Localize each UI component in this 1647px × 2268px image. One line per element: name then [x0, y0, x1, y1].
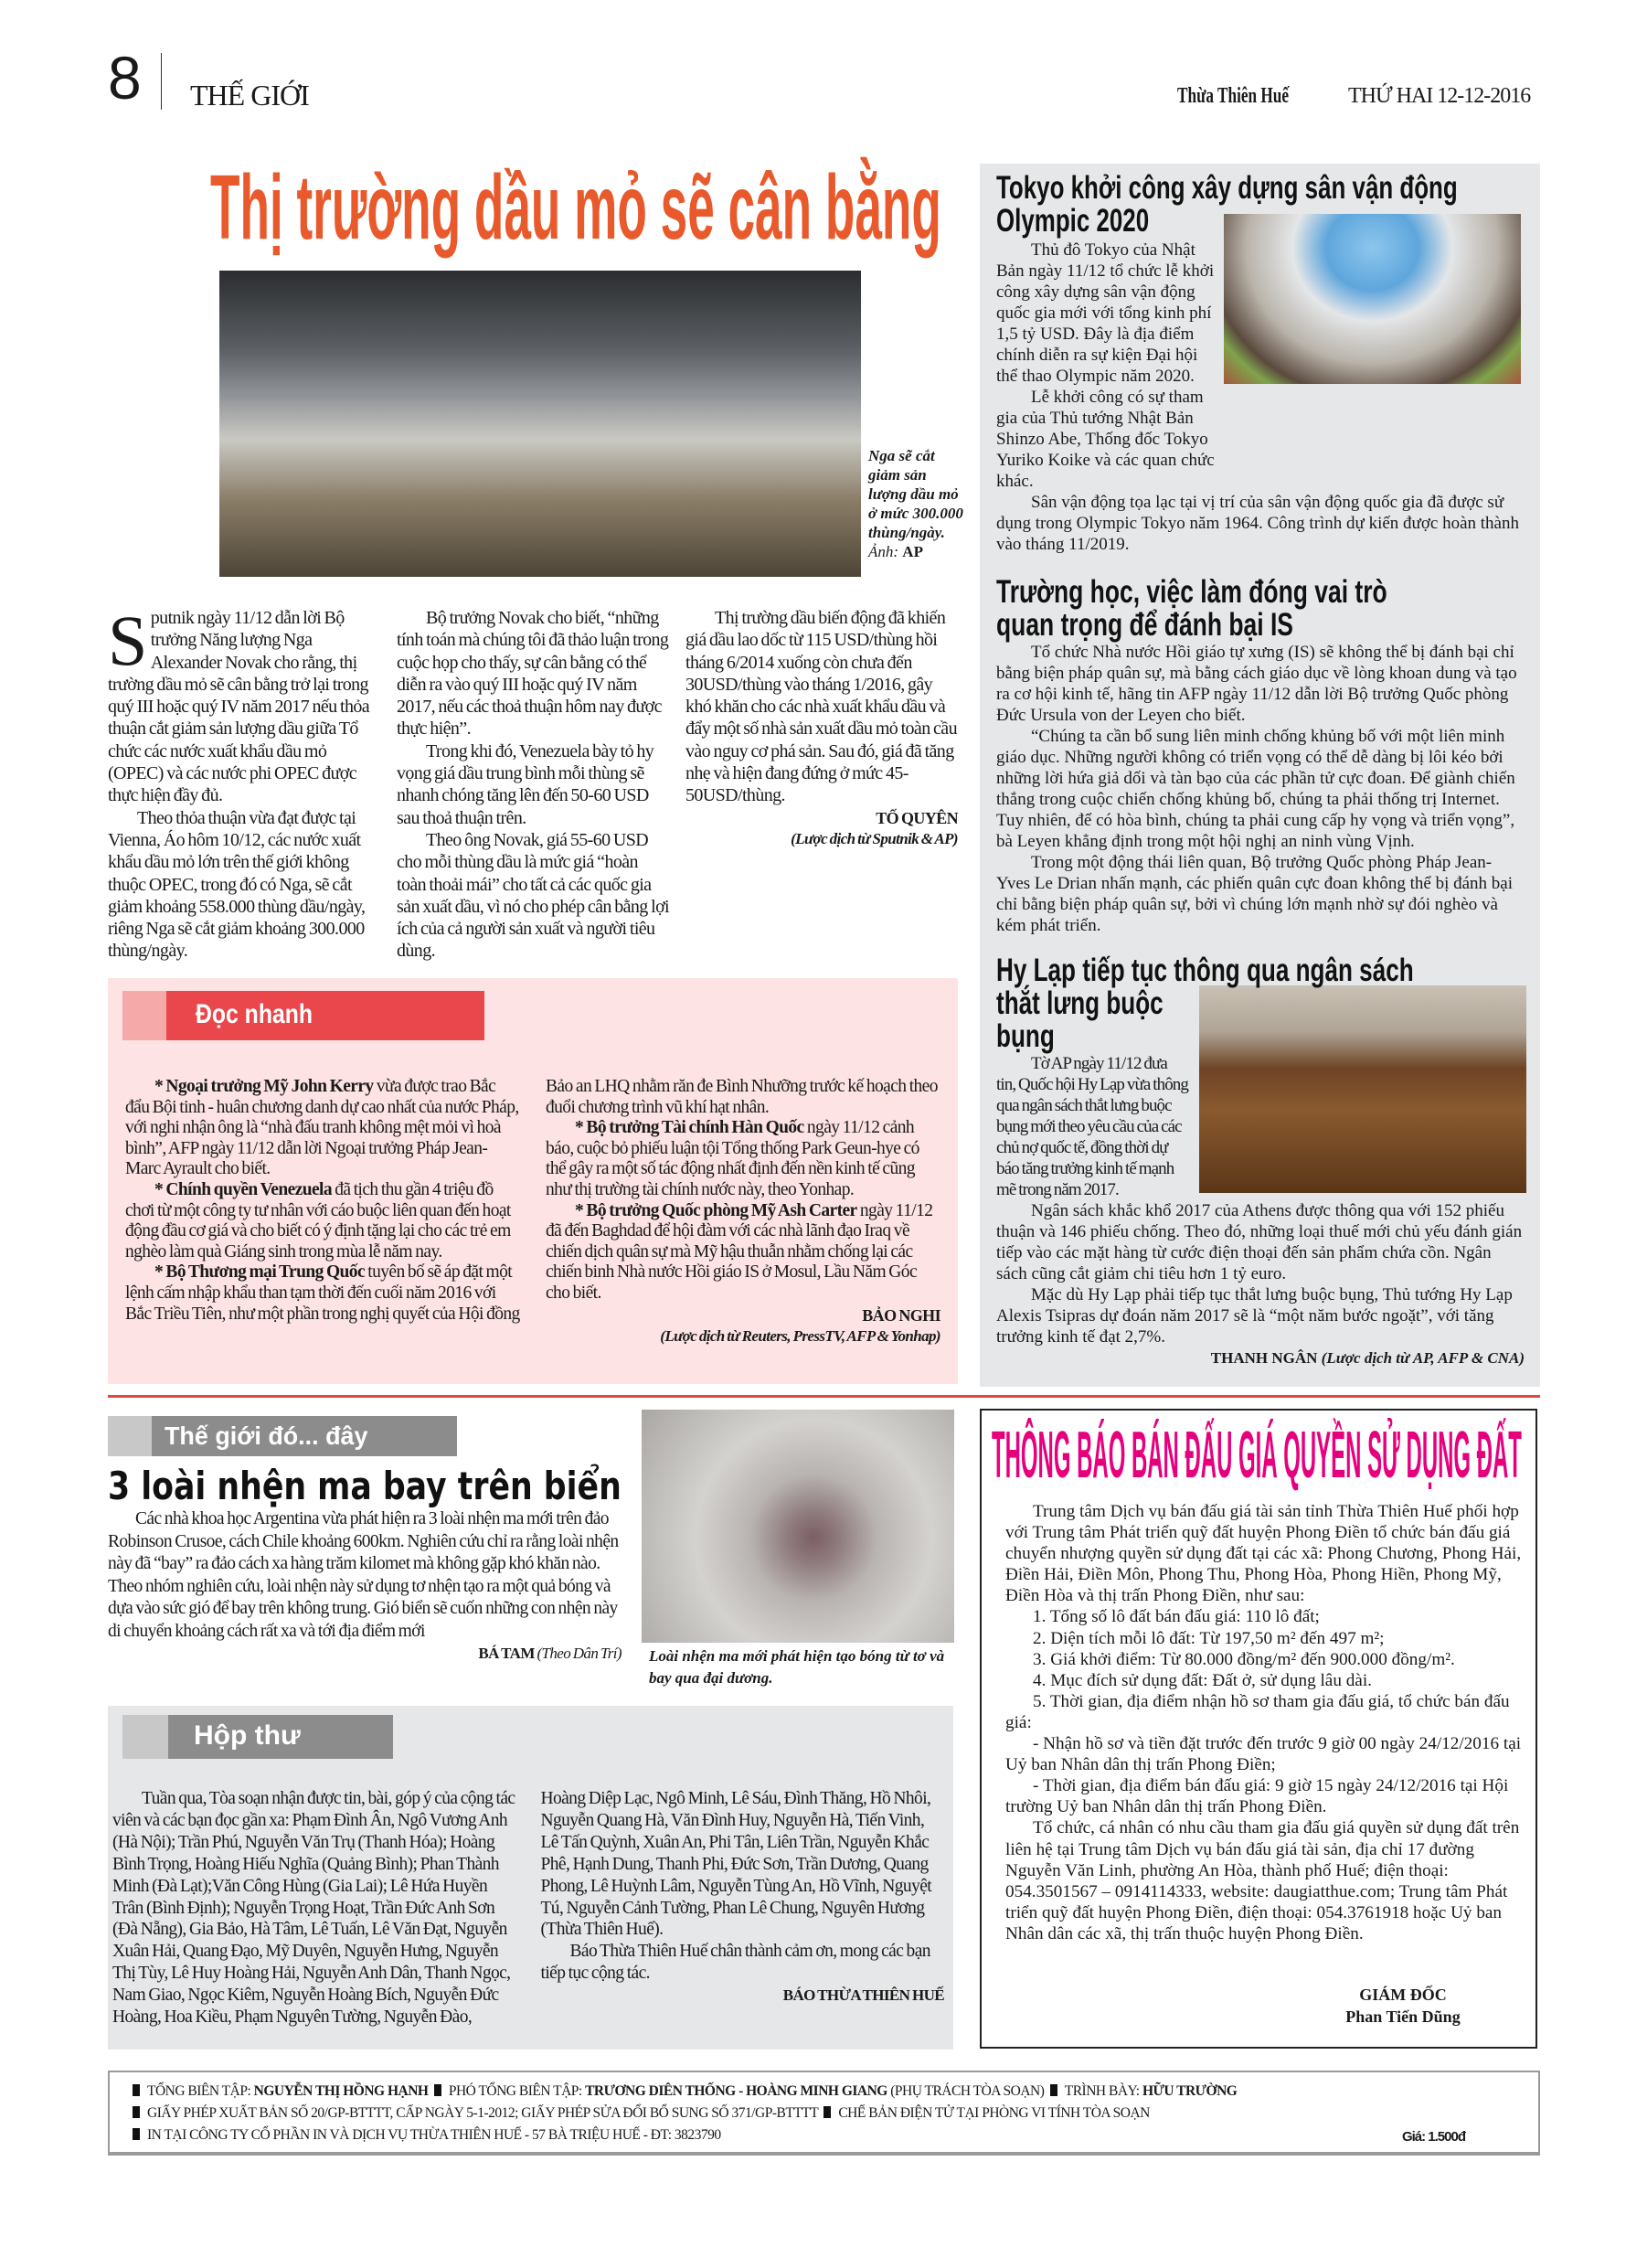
article-author: BÁ TAM [478, 1645, 535, 1662]
page-number-divider [161, 53, 162, 110]
square-bullet-icon [824, 2106, 831, 2118]
section-title: THẾ GIỚI [190, 79, 309, 112]
quick-read-label: Đọc nhanh [122, 991, 484, 1040]
article-source: (Lược dịch từ AP, AFP & CNA) [1321, 1349, 1525, 1367]
article-source: (Theo Dân Trí) [537, 1645, 622, 1662]
square-bullet-icon [1050, 2084, 1057, 2096]
imprint-footer: TỔNG BIÊN TẬP: NGUYỄN THỊ HỒNG HẠNH PHÓ TỔNG BIÊN TẬP: TRƯƠNG DIÊN THỐNG - HOÀNG MINH GIANG (PHỤ TRÁCH TÒA SOẠN) TRÌNH BÀY: HỮU TRƯỜNG GIẤY PHÉP XUẤT BẢN SỐ 20/GP-BTTTT, CẤP NGÀY 5-1-2012; GIẤY PHÉP SỬA ĐỔI BỔ SUNG SỐ 371/GP-BTTTT CHẾ BẢN ĐIỆN TỬ TẠI PHÒNG VI TÍNH TÒA SOẠN IN TẠI CÔNG TY CỔ PHẦN IN VÀ DỊCH VỤ THỪA THIÊN HUẾ - 57 BÀ TRIỆU HUẾ - ĐT: 3823790 Giá: 1.500đ [108, 2071, 1540, 2156]
oil-refinery-photo [219, 271, 861, 577]
drop-cap: S [108, 601, 147, 680]
is-headline: Trường học, việc làm đóng vai trò quan trọng để đánh bại IS [996, 574, 1387, 643]
list-item: * Bộ trưởng Quốc phòng Mỹ Ash Carter ngày 11/12 đã đến Baghdad để hội đàm với các nhà lãnh đạo Iraq về chiến dịch quân sự mà Mỹ hậu thuẫn nhằm chống lại các chiến binh Nhà nước Hồi giáo IS ở Mosul, Lầu Năm Góc cho biết. [546, 1200, 933, 1303]
square-bullet-icon [133, 2128, 140, 2140]
auction-signature: GIÁM ĐỐC Phan Tiến Dũng [1345, 1986, 1461, 2026]
article-author: TỐ QUYÊN [876, 808, 958, 827]
auction-title: THÔNG BÁO BÁN ĐẤU GIÁ QUYỀN SỬ DỤNG ĐẤT [992, 1419, 1522, 1492]
article-source: (Lược dịch từ Sputnik & AP) [791, 829, 958, 847]
list-item: * Chính quyền Venezuela đã tịch thu gần 4 triệu đồ chơi từ một công ty tư nhân với cáo buộc liên quan đến hoạt động đầu cơ giá và cho biết có ý định tặng lại cho các trẻ em nghèo làm quà Giáng sinh trong mùa lễ năm nay. [125, 1179, 511, 1262]
greece-article: Hy Lạp tiếp tục thông qua ngân sách thắt lưng buộc bụng Tờ AP ngày 11/12 đưa tin, Quốc hội Hy Lạp vừa thông qua ngân sách thắt lưng buộc bụng mới theo yêu cầu của các chủ nợ quốc tế, đồng thời dự báo tăng trưởng kinh tế mạnh mẽ trong năm 2017. Ngân sách khắc khổ 2017 của Athens được thông qua với 152 phiếu thuận và 146 phiếu chống. Theo đó, những loại thuế mới chủ yếu đánh gián tiếp vào các mặt hàng từ cước điện thoại đến sản phẩm chứa cồn. Ngân sách cũng cắt giảm chi tiêu hơn 1 tỷ euro. Mặc dù Hy Lạp phải tiếp tục thắt lưng buộc bụng, Thủ tướng Hy Lạp Alexis Tsipras dự đoán năm 2017 sẽ là “một năm bước ngoặt”, với tăng trưởng kinh tế đạt 2,7%. THANH NGÂN (Lược dịch từ AP, AFP & CNA) [996, 953, 1525, 1367]
article-author: BẢO NGHI [862, 1305, 940, 1325]
auction-body: Trung tâm Dịch vụ bán đấu giá tài sản tỉnh Thừa Thiên Huế phối hợp với Trung tâm Phát triển quỹ đất huyện Phong Điền tổ chức bán đấu giá chuyển nhượng quyền sử dụng đất tại các xã: Phong Chương, Phong Hải, Điền Hải, Điền Môn, Phong Thu, Phong Hòa, Phong Hiền, Phong Mỹ, Điền Hòa và thị trấn Phong Điền, như sau: 1. Tổng số lô đất bán đấu giá: 110 lô đất; 2. Diện tích mỗi lô đất: Từ 197,50 m² đến 497 m²; 3. Giá khởi điểm: Từ 80.000 đồng/m² đến 900.000 đồng/m². 4. Mục đích sử dụng đất: Đất ở, sử dụng lâu dài. 5. Thời gian, địa điểm nhận hồ sơ tham gia đấu giá, tổ chức bán đấu giá: - Nhận hồ sơ và tiền đặt trước đến trước 9 giờ 00 ngày 24/12/2016 tại Uỷ ban Nhân dân thị trấn Phong Điền; - Thời gian, địa điểm bán đấu giá: 9 giờ 15 ngày 24/12/2016 tại Hội trường Uỷ ban Nhân dân thị trấn Phong Điền. Tổ chức, cá nhân có nhu cầu tham gia đấu giá quyền sử dụng đất trên liên hệ tại Trung tâm Dịch vụ bán đấu giá tài sản, địa chỉ 17 đường Nguyễn Văn Linh, phường An Hòa, thành phố Huế; điện thoại: 054.3501567 – 0914114333, website: daugiatthue.com; Trung tâm Phát triển quỹ đất huyện Phong Điền, điện thoại: 054.3761918 hoặc Uỷ ban Nhân dân các xã, thị trấn thuộc huyện Phong Điền. [1005, 1502, 1522, 1943]
spider-article-body: Các nhà khoa học Argentina vừa phát hiện ra 3 loài nhện ma mới trên đảo Robinson Crusoe, cách Chile khoảng 600km. Nghiên cứu chỉ ra rằng loài nhện này đã “bay” ra đảo cách xa hàng trăm kilomet mà không gặp khó khăn nào. Theo nhóm nghiên cứu, loài nhện này sử dụng tơ nhện tạo ra một quả bóng và dựa vào sức gió để bay trên không trung. Gió biển sẽ cuốn những con nhện này di chuyển khoảng cách rất xa và tới địa điểm mới BÁ TAM (Theo Dân Trí) [108, 1509, 622, 1662]
issue-date: THỨ HAI 12-12-2016 [1348, 84, 1531, 108]
main-headline: Thị trường dầu mỏ sẽ cân bằng [210, 156, 941, 259]
tokyo-article: Tokyo khởi công xây dựng sân vận động Olympic 2020 Thủ đô Tokyo của Nhật Bản ngày 11/12 tổ chức lễ khởi công xây dựng sân vận động quốc gia mới với tổng kinh phí 1,5 tỷ USD. Đây là địa điểm chính diễn ra sự kiện Đại hội thể thao Olympic năm 2020. Lễ khởi công có sự tham gia của Thủ tướng Nhật Bản Shinzo Abe, Thống đốc Tokyo Yuriko Koike và các quan chức khác. Sân vận động tọa lạc tại vị trí của sân vận động quốc gia đã được sử dụng trong Olympic Tokyo năm 1964. Công trình dự kiến được hoàn thành vào tháng 11/2019. [996, 172, 1525, 555]
quick-read-body [125, 1077, 940, 1347]
mailbox-signature: BÁO THỪA THIÊN HUẾ [782, 1986, 944, 2005]
greece-headline: Hy Lạp tiếp tục thông qua ngân sách thắt lưng buộc bụng [996, 953, 1414, 1054]
main-article-body: Sputnik ngày 11/12 dẫn lời Bộ trưởng Năng lượng Nga Alexander Novak cho rằng, thị trường dầu mỏ sẽ cân bằng trở lại trong quý III hoặc quý IV năm 2017 nếu thỏa thuận cắt giảm sản lượng dầu giữa Tổ chức các nước xuất khẩu dầu mỏ (OPEC) và các nước phi OPEC được thực hiện đầy đủ. Theo thỏa thuận vừa đạt được tại Vienna, Áo hôm 10/12, các nước xuất khẩu dầu mỏ lớn trên thế giới không thuộc OPEC, trong đó có Nga, sẽ cắt giảm khoảng 558.000 thùng dầu/ngày, riêng Nga sẽ cắt giảm khoảng 300.000 thùng/ngày. Bộ trưởng Novak cho biết, “những tính toán mà chúng tôi đã thảo luận trong cuộc họp cho thấy, sự cân bằng có thể diễn ra vào quý III hoặc quý IV năm 2017, nếu các thoả thuận hôm nay được thực hiện”. Trong khi đó, Venezuela bày tỏ hy vọng giá dầu trung bình mỗi thùng sẽ nhanh chóng tăng lên đến 50-60 USD sau thoả thuận trên. Theo ông Novak, giá 55-60 USD cho mỗi thùng dầu là mức giá “hoàn toàn thoải mái” cho tất cả các quốc gia sản xuất dầu, vì nó cho phép cân bằng lợi ích của cả người sản xuất và người tiêu dùng. Thị trường dầu biến động đã khiến giá dầu lao dốc từ 115 USD/thùng hồi tháng 6/2014 xuống còn chưa đến 30USD/thùng vào tháng 1/2016, gây khó khăn cho các nhà xuất khẩu dầu và đẩy một số nhà sản xuất dầu mỏ toàn cầu vào nguy cơ phá sản. Sau đó, giá đã tăng nhẹ và hiện đang đứng ở mức 45-50USD/thùng. TỐ QUYÊN (Lược dịch từ Sputnik & AP) [108, 601, 958, 962]
article-author: THANH NGÂN [1210, 1349, 1318, 1367]
square-bullet-icon [133, 2106, 140, 2118]
spider-photo-caption: Loài nhện ma mới phát hiện tạo bóng từ tơ và bay qua đại dương. [649, 1647, 945, 1687]
price: Giá: 1.500đ [1401, 2129, 1465, 2145]
spider-headline: 3 loài nhện ma bay trên biển [108, 1464, 622, 1508]
tokyo-headline: Tokyo khởi công xây dựng sân vận động Olympic 2020 [996, 170, 1458, 239]
list-item: * Bộ trưởng Tài chính Hàn Quốc ngày 11/12 cảnh báo, cuộc bỏ phiếu luận tội Tổng thống Park Geun-hye có thể gây ra một số tác động nhất định đến nền kinh tế cũng như thị trường tài chính nước này, theo Yonhap. [546, 1118, 919, 1199]
spider-photo [642, 1410, 954, 1643]
mailbox-body: Tuần qua, Tòa soạn nhận được tin, bài, góp ý của cộng tác viên và các bạn đọc gần xa: Phạm Đình Ân, Ngô Vương Anh (Hà Nội); Trần Phú, Nguyễn Văn Trụ (Thanh Hóa); Hoàng Bình Trọng, Hoàng Hiếu Nghĩa (Quảng Bình); Phan Thành Minh (Đà Lạt);Văn Công Hùng (Gia Lai); Lê Hứa Huyền Trân (Bình Định); Nguyễn Trọng Hoạt, Trần Đức Anh Sơn (Đà Nẵng), Gia Bảo, Hà Tâm, Lê Tuấn, Lê Văn Đạt, Nguyễn Xuân Hải, Quang Đạo, Mỹ Duyên, Nguyễn Hưng, Nguyễn Thị Tùy, Lê Huy Hoàng Hải, Nguyễn Anh Dân, Thanh Ngọc, Nam Giao, Ngọc Kiêm, Nguyễn Hoàng Bích, Nguyễn Đức Hoàng, Hoa Kiều, Phạm Nguyên Tường, Nguyễn Đào, Hoàng Diệp Lạc, Ngô Minh, Lê Sáu, Đình Thăng, Hồ Nhôi, Nguyễn Quang Hà, Văn Đình Huy, Nguyễn Hà, Tiến Vinh, Lê Tấn Quỳnh, Xuân An, Phi Tân, Liên Trần, Nguyễn Khắc Phê, Hạnh Dung, Thanh Phi, Đức Sơn, Trần Dương, Quang Phong, Lê Huỳnh Lâm, Nguyễn Tùng An, Hồ Vĩnh, Nguyệt Tú, Nguyễn Cảnh Tường, Phan Lê Chung, Nguyên Hương (Thừa Thiên Huế). Báo Thừa Thiên Huế chân thành cảm ơn, mong các bạn tiếp tục cộng tác. BÁO THỪA THIÊN HUẾ [112, 1789, 944, 2028]
list-item: * Bộ Thương mại Trung Quốc tuyên bố sẽ áp đặt một lệnh cấm nhập khẩu than tạm thời đến cuối năm 2016 với Bắc Triều Tiên, như một phần trong nghị quyết của Hội đồng Bảo an LHQ nhằm răn đe Bình Nhưỡng trước kế hoạch theo đuổi chương trình vũ khí hạt nhân. [125, 1077, 938, 1324]
photo-caption: Nga sẽ cắt giảm sản lượng dầu mỏ ở mức 300.000 thùng/ngày. Ảnh: AP [868, 447, 963, 560]
mailbox-label: Hộp thư [122, 1715, 393, 1759]
world-there-label: Thế giới đó... đây [108, 1416, 457, 1456]
masthead: Thừa Thiên Huế [1177, 84, 1290, 108]
section-divider [108, 1395, 1540, 1398]
is-article: Trường học, việc làm đóng vai trò quan trọng để đánh bại IS Tổ chức Nhà nước Hồi giáo tự xưng (IS) sẽ không thể bị đánh bại chỉ bằng biện pháp quân sự, mà bằng cách giáo dục về lòng khoan dung và tạo ra cơ hội kinh tế, hãng tin AFP ngày 11/12 dẫn lời Bộ trưởng Quốc phòng Đức Ursula von der Leyen cho biết. “Chúng ta cần bổ sung liên minh chống khủng bố với một liên minh giáo dục. Những người không có triển vọng có thể dễ dàng bị lôi kéo bởi những lời hứa giả dối và tàn bạo của các phần tử cực đoan. Để giành chiến thắng trong cuộc chiến chống khủng bố, chúng ta phải thống trị Internet. Tuy nhiên, để có hòa bình, chúng ta phải cung cấp hy vọng và triển vọng”, bà Leyen khẳng định trong một hội nghị an ninh vùng Vịnh. Trong một động thái liên quan, Bộ trưởng Quốc phòng Pháp Jean-Yves Le Drian nhấn mạnh, các phiến quân cực đoan không thể bị đánh bại chỉ bằng biện pháp quân sự, bởi vì chúng lớn mạnh nhờ sự đói nghèo và kém phát triển. [996, 576, 1525, 936]
list-item: * Ngoại trưởng Mỹ John Kerry vừa được trao Bắc đẩu Bội tinh - huân chương danh dự cao nhất của nước Pháp, với nghi nhận ông là “nhà đấu tranh không mệt mỏi vì hoà bình”, AFP ngày 11/12 dẫn lời Ngoại trưởng Pháp Jean-Marc Ayrault cho biết. [125, 1077, 519, 1179]
square-bullet-icon [133, 2084, 140, 2096]
page-number: 8 [108, 44, 142, 112]
square-bullet-icon [434, 2084, 441, 2096]
article-source: (Lược dịch từ Reuters, PressTV, AFP & Yonhap) [660, 1326, 940, 1345]
